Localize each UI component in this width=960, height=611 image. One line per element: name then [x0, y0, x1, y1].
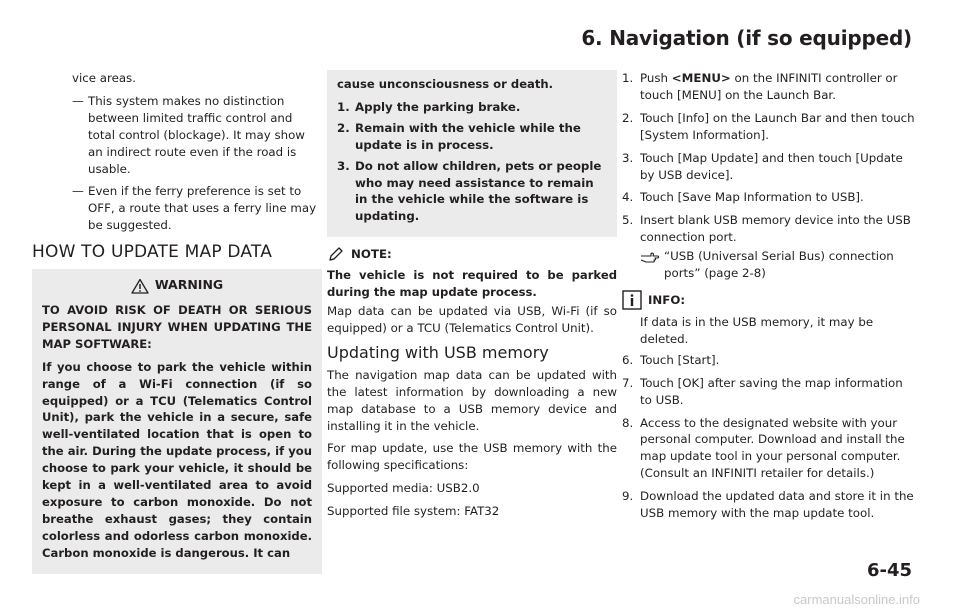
step-text: Touch [Save Map Information to USB].: [640, 190, 864, 205]
step-number: 4.: [622, 190, 634, 205]
step-number: 1.: [622, 71, 634, 85]
note-text: Map data can be updated via USB, Wi-Fi (if so equipped) or a TCU (Telematics Control Unit).: [327, 304, 617, 335]
warning-step: [337, 158, 607, 226]
step-number: 5.: [622, 213, 634, 228]
spec-filesystem: Supported file system: FAT32: [327, 504, 500, 519]
section-heading: HOW TO UPDATE MAP DATA: [32, 242, 273, 263]
warning-continued-text: cause unconsciousness or death.: [337, 77, 554, 91]
info-title-text: INFO:: [648, 292, 686, 307]
step-text: Push <MENU> on the INFINITI controller or touch [MENU] on the Launch Bar.: [640, 71, 898, 102]
step-number: 6.: [622, 352, 634, 367]
dash-bullet: —: [72, 93, 84, 108]
warning-box: [32, 269, 322, 574]
warning-text: If you choose to park the vehicle within range of a Wi-Fi connection (if so equipped) or a TCU (Telematics Control Unit), park the vehicle in a secure, safe well-ventilated location that is open to the air. During the update process, if you choose to park your vehicle, it should be kept in a well-ventilated area to avoid exposure to carbon monoxide. Do not breathe exhaust gases; they contain colorless and odorless carbon monoxide. Carbon monoxide is dangerous. It can: [42, 359, 312, 560]
step-text: Remain with the vehicle while the update is in process.: [355, 120, 581, 152]
reference-hand-icon: [640, 248, 664, 282]
warning-heading: TO AVOID RISK OF DEATH OR SERIOUS PERSONAL INJURY WHEN UPDATING THE MAP SOFTWARE:: [42, 302, 312, 351]
warning-box-continued: [327, 70, 617, 237]
note-bold-text: The vehicle is not required to be parked during the map update process.: [327, 268, 617, 300]
warning-step: [337, 120, 607, 154]
step-text: Download the updated data and store it in the USB memory with the map update tool.: [640, 489, 914, 521]
paragraph: For map update, use the USB memory with the following specifications:: [327, 441, 617, 473]
list-item-text: This system makes no distinction between limited traffic control and total control (blockage). It may show an indirect route even if the road is usable.: [88, 93, 305, 176]
step-item: [622, 488, 917, 522]
step-number: 3.: [622, 150, 634, 165]
warning-step: [337, 99, 607, 116]
step-text: Apply the parking brake.: [355, 99, 521, 114]
note-title-text: NOTE:: [351, 246, 392, 261]
paragraph: The navigation map data can be updated with the latest information by downloading a new map database to a USB memory device and installing it in the vehicle.: [327, 367, 617, 433]
page-header-title: 6. Navigation (if so equipped): [581, 26, 912, 50]
step-text: Access to the designated website with your personal computer. Download and install the map update tool in your personal computer. (Consult an INFINITI retailer for details.): [640, 415, 905, 481]
column-3: [622, 70, 917, 528]
menu-key-label: <MENU>: [671, 71, 731, 85]
list-item: [32, 93, 322, 178]
step-number: 3.: [337, 158, 350, 173]
warning-triangle-icon: [131, 278, 149, 294]
step-text: Touch [OK] after saving the map information to USB.: [640, 375, 903, 407]
step-item: [622, 110, 917, 144]
cross-reference: [622, 248, 917, 282]
watermark: carmanualsonline.info: [793, 592, 920, 607]
step-item: [622, 150, 917, 184]
note-pencil-icon: [327, 245, 345, 263]
step-number: 1.: [337, 99, 350, 114]
info-text: If data is in the USB memory, it may be deleted.: [640, 314, 874, 346]
page-number: 6-45: [866, 560, 912, 581]
step-number: 8.: [622, 415, 634, 430]
step-text: Touch [Info] on the Launch Bar and then touch [System Information].: [640, 110, 915, 142]
info-title: [622, 290, 917, 310]
column-2: [327, 70, 617, 526]
warning-title-text: WARNING: [154, 277, 224, 293]
sub-heading: Updating with USB memory: [327, 342, 549, 362]
spec-media: Supported media: USB2.0: [327, 481, 480, 496]
step-item: [622, 352, 917, 369]
step-number: 2.: [337, 120, 350, 135]
step-text: Touch [Map Update] and then touch [Update by USB device].: [640, 150, 903, 182]
step-text: Touch [Start].: [640, 352, 720, 367]
continued-text: vice areas.: [72, 71, 136, 85]
step-item: [622, 415, 917, 483]
step-item: [622, 375, 917, 409]
info-icon: [622, 290, 642, 310]
step-number: 9.: [622, 489, 634, 504]
column-1: [32, 70, 322, 574]
step-text: Do not allow children, pets or people who may need assistance to remain in the vehicle while the software is updating.: [355, 158, 602, 224]
step-number: 7.: [622, 375, 634, 390]
dash-bullet: —: [72, 184, 84, 199]
warning-title: [42, 277, 312, 294]
list-item-text: Even if the ferry preference is set to OFF, a route that uses a ferry line may be suggested.: [88, 184, 317, 233]
list-item: [32, 183, 322, 234]
step-text: Insert blank USB memory device into the USB connection port.: [640, 213, 911, 245]
cross-reference-text[interactable]: “USB (Universal Serial Bus) connection ports” (page 2-8): [664, 249, 894, 281]
step-item: [622, 70, 917, 104]
step-item: [622, 212, 917, 246]
step-item: [622, 189, 917, 206]
step-number: 2.: [622, 110, 634, 125]
note-title: [327, 245, 617, 263]
